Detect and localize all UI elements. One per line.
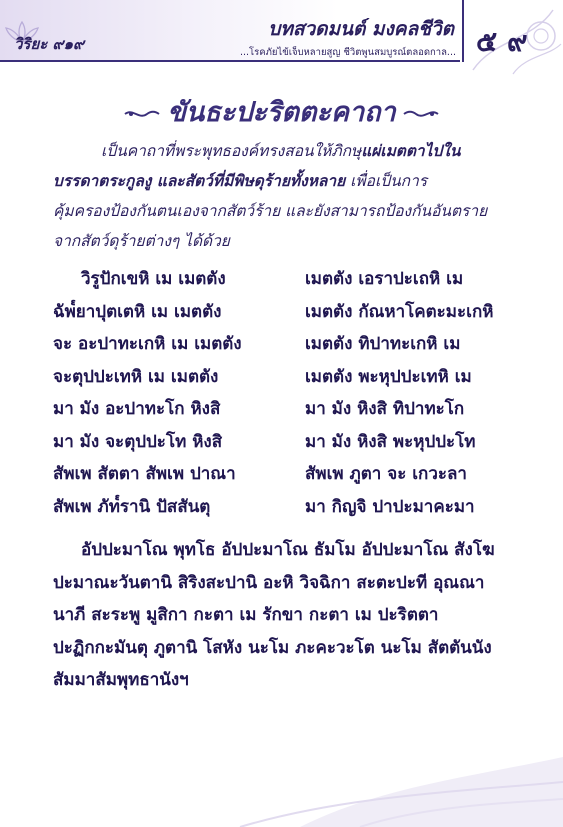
verse-row [53,363,503,396]
verse-left: มา มัง อะปาทะโก หิงสิ [53,399,221,419]
verse-right: เมตตัง กัณหาโคตะมะเกหิ [305,301,494,322]
intro-line: จากสัตว์ดุร้ายต่างๆ ได้ด้วย [53,232,230,250]
verse-right: เมตตัง ทิปาทะเกหิ เม [305,334,461,354]
verse-right: เมตตัง พะหุปปะเทหิ เม [305,366,472,387]
verse-row [53,298,503,331]
verse-block [53,265,503,525]
book-subtitle: ...โรคภัยไข้เจ็บหลายสูญ ชีวิตพูนสมบูรณ์ตลอดกาล... [239,47,456,58]
verse-right: มา กิญจิ ปาปะมาคะมา [305,496,475,517]
prose-line: นาภี สะระพู มูสิกา กะตา เม รักขา กะตา เม ปะริตตา [53,605,439,625]
verse-row [53,428,503,461]
header-rule [0,60,460,62]
verse-row [53,395,503,428]
verse-left: สัพเพ ภัท๎รานิ ปัสสันตุ [53,496,211,517]
intro-text: เป็นคาถาที่พระพุทธองค์ทรงสอนให้ภิกษุ [101,142,362,160]
verse-left: สัพเพ สัตตา สัพเพ ปาณา [53,464,236,484]
footer-wave-ornament [0,737,563,827]
verse-row [53,265,503,298]
verse-row [53,330,503,363]
intro-line [53,136,501,166]
intro-line: คุ้มครองป้องกันตนเองจากสัตว์ร้าย และยังสามารถป้องกันอันตราย [53,202,488,220]
section-title-text: ขันธะปะริตตะคาถา [167,97,396,128]
verse-left: ฉัพ๎ยาปุตเตหิ เม เมตตัง [53,301,222,322]
intro-line [53,166,501,196]
section-title [0,90,563,133]
book-title: บทสวดมนต์ มงคลชีวิต [268,18,454,40]
prose-line: ปะฏิกกะมันตุ ภูตานิ โสหัง นะโม ภะคะวะโต นะโม สัตตันนัง [53,637,492,658]
verse-right: สัพเพ ภูตา จะ เกวะลา [305,464,467,484]
intro-emphasis: บรรดาตระกูลงู และสัตว์ที่มีพิษดุร้ายทั้งหลาย [53,171,346,190]
verse-left: มา มัง จะตุปปะโท หิงสิ [53,431,223,452]
book-page-label: วิริยะ ๙๑๙ [14,35,85,53]
intro-paragraph [53,136,501,256]
right-flourish-icon [402,106,440,122]
left-flourish-icon [123,106,161,122]
prose-block [53,534,499,697]
prose-line: สัมมาสัมพุทธานังฯ [53,670,189,690]
page-number: ๕ ๙ [476,25,528,58]
verse-left: วิรูปักเขหิ เม เมตตัง [81,269,226,289]
verse-right: มา มัง หิงสิ พะหุปปะโท [305,431,476,452]
intro-emphasis: แผ่เมตตาไปใน [361,141,461,160]
prose-line: อัปปะมาโณ พุทโธ อัปปะมาโณ ธัมโม อัปปะมาโณ สังโฆ [81,540,495,560]
verse-left: จะตุปปะเทหิ เม เมตตัง [53,366,219,387]
intro-text: เพื่อเป็นการ [345,172,428,190]
verse-row [53,460,503,493]
prose-line: ปะมาณะวันตานิ สิริงสะปานิ อะหิ วิจฉิกา สะตะปะที อุณณา [53,572,485,593]
verse-right: เมตตัง เอราปะเถหิ เม [305,269,464,289]
verse-row [53,493,503,526]
verse-left: จะ อะปาทะเกหิ เม เมตตัง [53,334,242,354]
verse-right: มา มัง หิงสิ ทิปาทะโก [305,399,465,419]
